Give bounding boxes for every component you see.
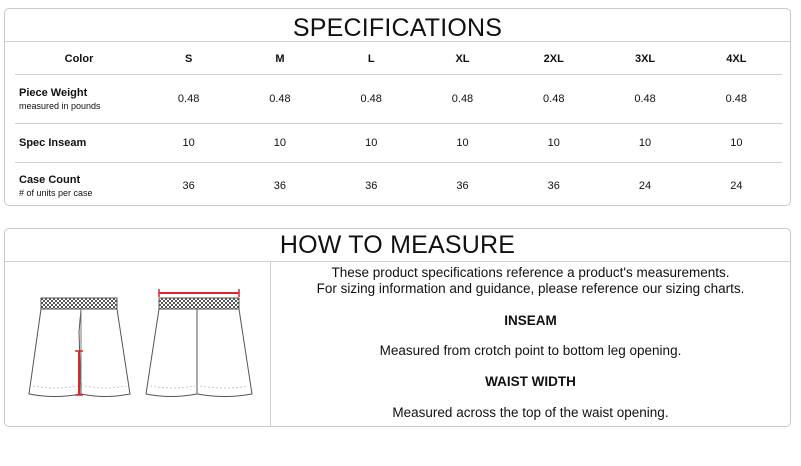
table-cell: 10	[143, 124, 234, 163]
table-cell: 0.48	[691, 75, 782, 124]
intro-line-2: For sizing information and guidance, please reference our sizing charts.	[316, 281, 745, 296]
row-label-cell	[15, 75, 143, 124]
table-cell: 0.48	[508, 75, 599, 124]
table-cell: 10	[691, 124, 782, 163]
table-cell: 36	[143, 163, 234, 210]
inseam-heading: INSEAM	[504, 313, 557, 328]
table-cell: 10	[326, 124, 417, 163]
how-to-measure-panel	[4, 228, 791, 427]
inseam-description: Measured from crotch point to bottom leg opening.	[379, 343, 682, 358]
shorts-illustration	[5, 262, 270, 427]
table-cell: 10	[417, 124, 508, 163]
waist-description: Measured across the top of the waist opening.	[392, 405, 669, 420]
table-row	[15, 75, 782, 124]
measurement-info	[271, 265, 790, 421]
header-size-2xl: 2XL	[543, 52, 564, 65]
shorts-inseam-diagram	[29, 298, 130, 397]
specifications-title: SPECIFICATIONS	[292, 14, 503, 42]
specifications-panel	[4, 8, 791, 206]
table-row	[15, 124, 782, 163]
how-to-measure-title: HOW TO MEASURE	[279, 231, 516, 259]
title-divider	[5, 41, 790, 42]
header-size-xl: XL	[455, 52, 470, 65]
row-label-cell	[15, 124, 143, 163]
header-size-3xl: 3XL	[634, 52, 656, 65]
table-row	[15, 163, 782, 210]
table-cell: 0.48	[326, 75, 417, 124]
table-cell: 10	[508, 124, 599, 163]
table-cell: 36	[234, 163, 325, 210]
table-cell: 36	[508, 163, 599, 210]
table-cell: 0.48	[143, 75, 234, 124]
row-sublabel: measured in pounds	[19, 101, 101, 111]
table-cell: 0.48	[599, 75, 690, 124]
header-color: Color	[64, 52, 94, 65]
shorts-waist-diagram	[146, 289, 252, 397]
row-label: Spec Inseam	[19, 137, 87, 149]
table-cell: 10	[234, 124, 325, 163]
waist-heading: WAIST WIDTH	[485, 374, 576, 389]
table-cell: 36	[417, 163, 508, 210]
header-size-m: M	[275, 52, 285, 65]
table-cell: 0.48	[234, 75, 325, 124]
header-size-4xl: 4XL	[726, 52, 747, 65]
header-size-s: S	[184, 52, 193, 65]
header-size-l: L	[367, 52, 375, 65]
table-header-row	[15, 43, 782, 75]
row-label: Case Count	[19, 174, 81, 186]
table-cell: 24	[599, 163, 690, 210]
table-cell: 36	[326, 163, 417, 210]
intro-line-1: These product specifications reference a product's measurements.	[331, 265, 730, 280]
table-cell: 0.48	[417, 75, 508, 124]
row-label-cell	[15, 163, 143, 210]
specifications-table	[15, 43, 782, 209]
row-sublabel: # of units per case	[19, 188, 93, 198]
table-cell: 24	[691, 163, 782, 210]
table-cell: 10	[599, 124, 690, 163]
row-label: Piece Weight	[19, 87, 88, 99]
